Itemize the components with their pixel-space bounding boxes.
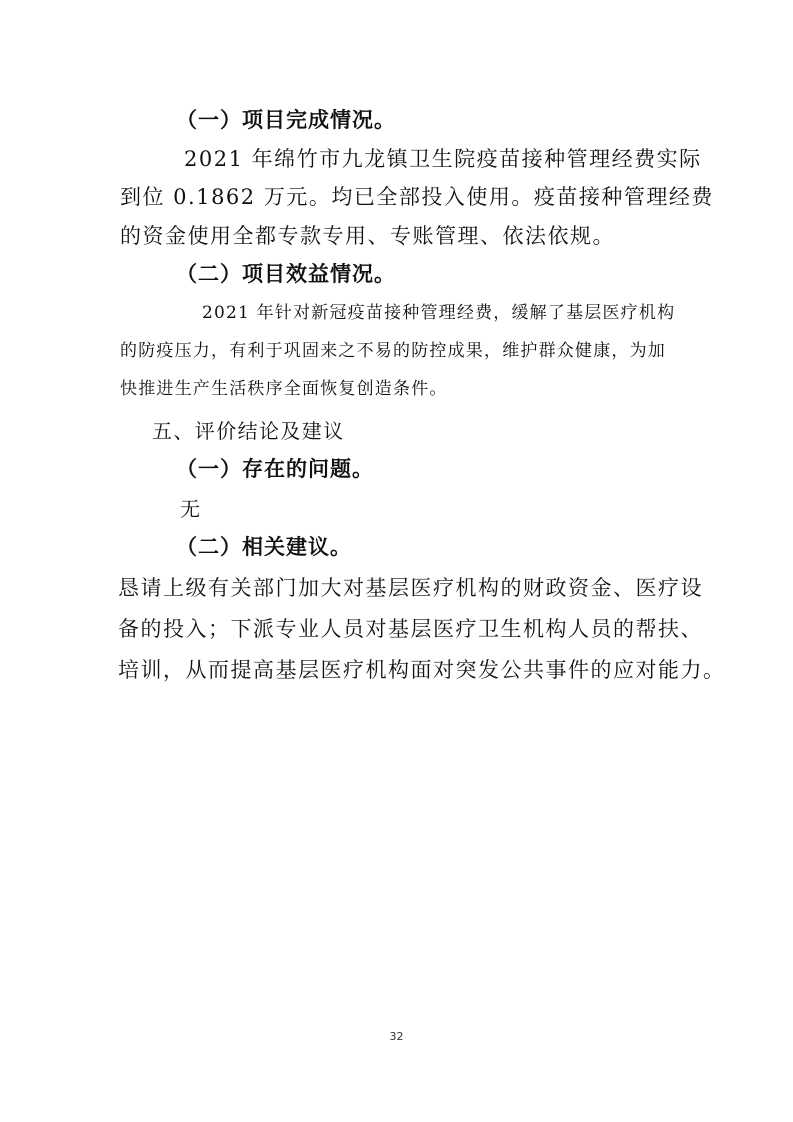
chapter-title-conclusions: 五、评价结论及建议 — [152, 419, 345, 443]
benefits-paragraph-line-2: 的防疫压力，有利于巩固来之不易的防控成果，维护群众健康，为加 — [120, 341, 666, 361]
section-heading-suggestions: （二）相关建议。 — [176, 535, 352, 559]
completion-paragraph-line-3: 的资金使用全都专款专用、专账管理、依法依规。 — [120, 224, 615, 248]
page-number: 32 — [389, 1030, 404, 1043]
section-heading-benefits: （二）项目效益情况。 — [176, 262, 396, 286]
section-heading-completion: （一）项目完成情况。 — [176, 108, 396, 132]
benefits-paragraph-line-1: 2021 年针对新冠疫苗接种管理经费，缓解了基层医疗机构 — [202, 303, 676, 323]
suggestions-paragraph-line-1: 恳请上级有关部门加大对基层医疗机构的财政资金、医疗设 — [118, 576, 703, 600]
completion-paragraph-line-1: 2021 年绵竹市九龙镇卫生院疫苗接种管理经费实际 — [184, 147, 702, 171]
benefits-paragraph-line-3: 快推进生产生活秩序全面恢复创造条件。 — [120, 379, 448, 399]
section-heading-problems: （一）存在的问题。 — [176, 457, 374, 481]
suggestions-paragraph-line-2: 备的投入；下派专业人员对基层医疗卫生机构人员的帮扶、 — [118, 617, 703, 641]
completion-paragraph-line-2: 到位 0.1862 万元。均已全部投入使用。疫苗接种管理经费 — [120, 185, 714, 209]
suggestions-paragraph-line-3: 培训，从而提高基层医疗机构面对突发公共事件的应对能力。 — [118, 658, 726, 682]
problems-text: 无 — [180, 497, 202, 521]
